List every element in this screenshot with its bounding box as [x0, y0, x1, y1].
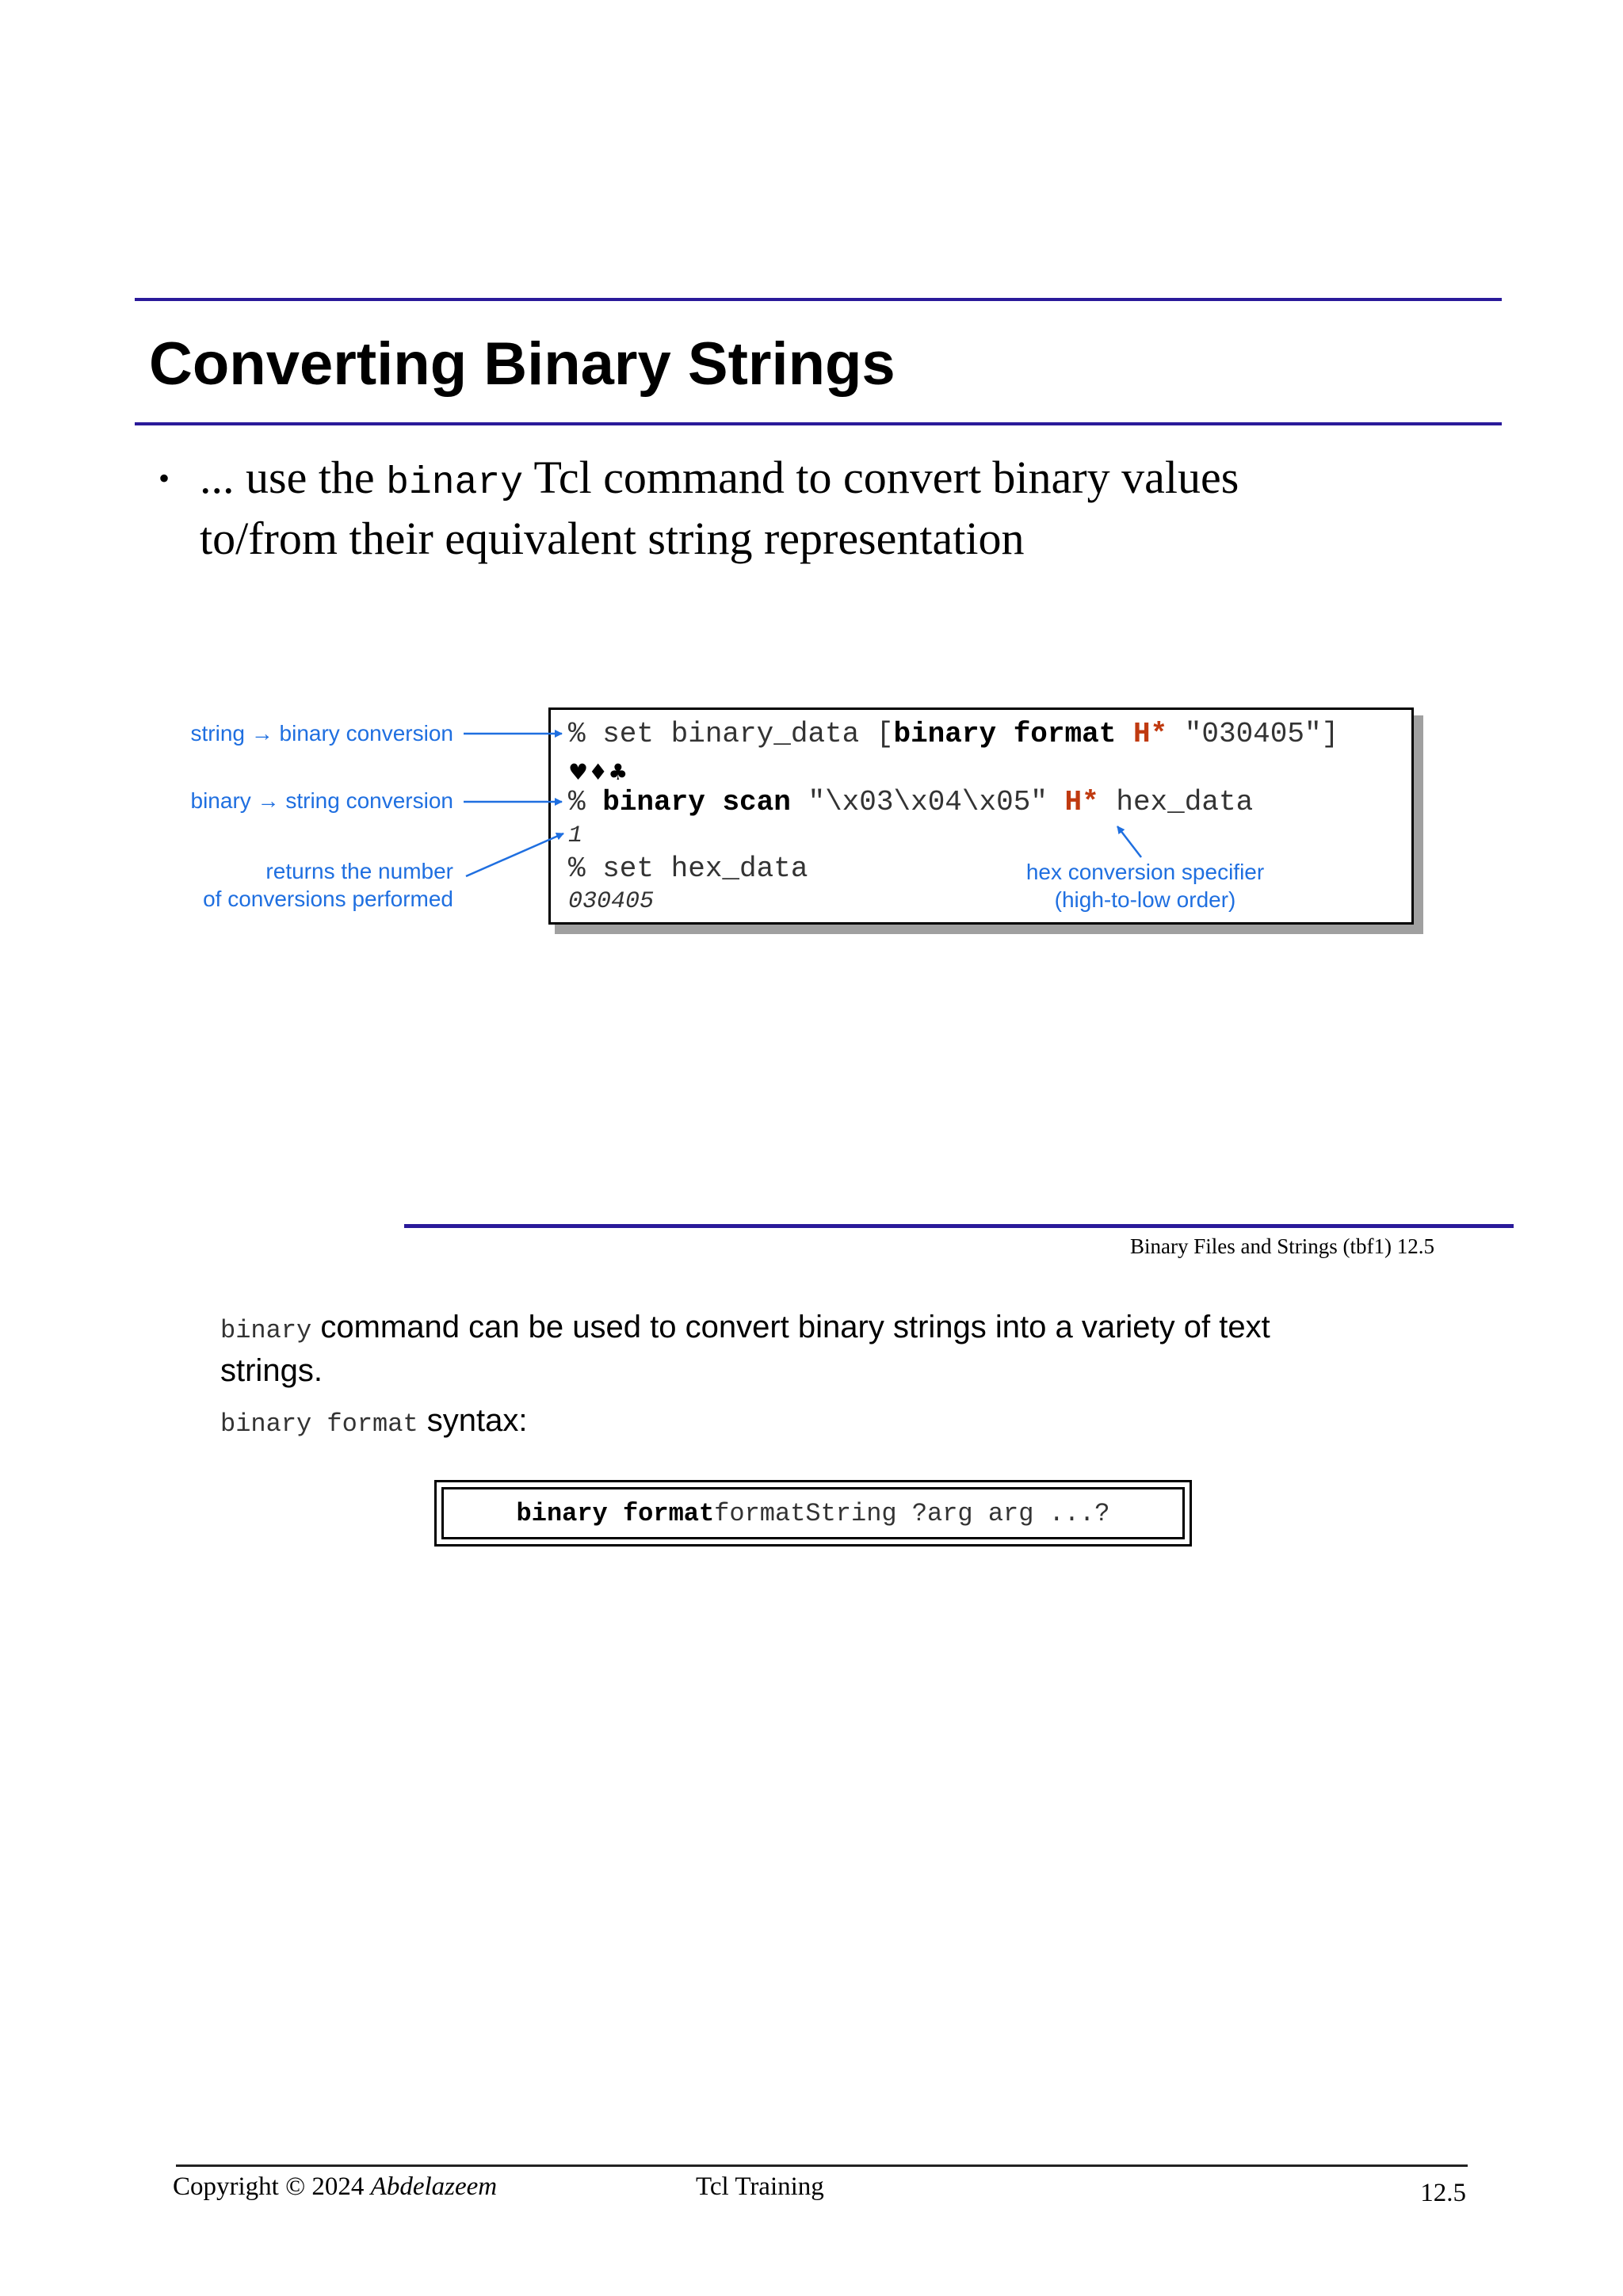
bullet-marker: • [158, 460, 170, 496]
bullet-line2: to/from their equivalent string representation [200, 513, 1025, 564]
notes-paragraph-2: binary format syntax: [220, 1403, 528, 1439]
bullet-pre: ... use the [200, 452, 387, 503]
annotation-hex-specifier: hex conversion specifier (high-to-low order) [1025, 860, 1265, 912]
code-line-3: % binary scan "\x03\x04\x05" H* hex_data [568, 786, 1254, 818]
footer-course-title: Tcl Training [696, 2172, 824, 2201]
slide-reference: Binary Files and Strings (tbf1) 12.5 [1130, 1234, 1434, 1258]
bullet-post: Tcl command to convert binary values [523, 452, 1239, 503]
arrow-returns-count [466, 833, 563, 876]
code-output-symbols: ♥♦♣ [568, 759, 628, 785]
code-line-1: % set binary_data [binary format H* "030405"] [568, 718, 1339, 750]
annotation-string-to-binary: string → binary conversion [190, 721, 453, 746]
footer-rule [176, 2164, 1468, 2167]
syntax-text: binary format formatString ?arg arg ...? [441, 1487, 1185, 1539]
footer-copyright: Copyright © 2024 Abdelazeem [173, 2172, 498, 2201]
code-output-hex: 030405 [568, 888, 655, 915]
footer-page-number: 12.5 [1420, 2179, 1466, 2207]
bullet-code: binary [386, 462, 523, 505]
arrow-hex-specifier [1117, 826, 1141, 857]
code-line-5: % set hex_data [568, 852, 808, 885]
syntax-box [434, 1480, 1192, 1547]
notes-paragraph-1: binary command can be used to convert binary strings into a variety of text strings. [220, 1310, 1270, 1388]
annotation-binary-to-string: binary → string conversion [190, 788, 453, 813]
annotation-returns-count: returns the number of conversions performed [203, 859, 453, 911]
notes-rule [404, 1224, 1514, 1228]
slide-title: Converting Binary Strings [149, 330, 896, 398]
code-output-count: 1 [568, 822, 583, 849]
